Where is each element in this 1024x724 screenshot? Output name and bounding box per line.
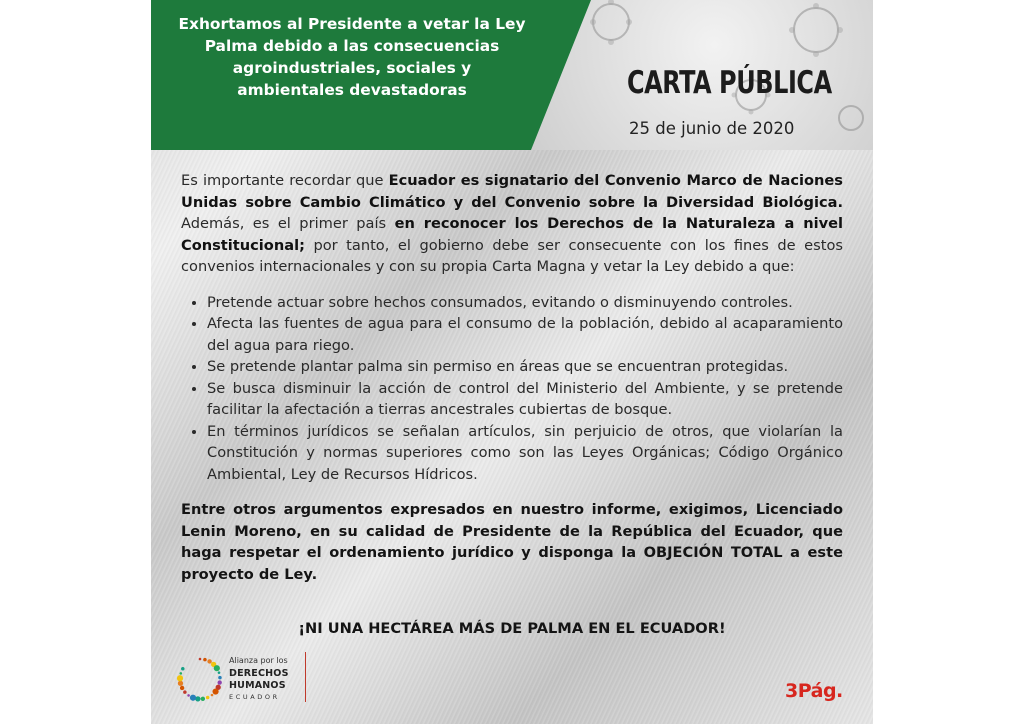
logo-dot — [177, 675, 183, 681]
logo-dot — [187, 694, 190, 697]
intro-text: Es importante recordar que — [181, 172, 389, 189]
list-item: • Se pretende plantar palma sin permiso en áreas que se encuentran protegidas. — [207, 356, 843, 378]
list-item: • En términos jurídicos se señalan artículos, sin perjuicio de otros, que violarían la Constitución y normas superiores como son las Leyes Orgánicas; Código Orgánico Ambiental, Ley de Recursos Hídricos. — [207, 421, 843, 486]
logo-dot — [181, 667, 185, 671]
logo-dot — [211, 694, 214, 697]
logo-dot — [199, 658, 202, 661]
list-item: • Afecta las fuentes de agua para el consumo de la población, debido al acaparamiento del agua para riego. — [207, 313, 843, 356]
letter-body — [181, 170, 843, 585]
slogan: ¡NI UNA HECTÁREA MÁS DE PALMA EN EL ECUADOR! — [298, 620, 726, 637]
public-letter-card — [151, 0, 873, 724]
alliance-logo — [173, 648, 333, 708]
letter-date: 25 de junio de 2020 — [629, 119, 795, 138]
logo-dot — [218, 671, 221, 674]
logo-dot — [214, 665, 220, 671]
logo-dot — [203, 658, 207, 662]
divider — [305, 652, 306, 702]
intro-text: Además, es el primer país — [181, 215, 395, 232]
logo-dot — [218, 676, 222, 680]
logo-tagline: Alianza por los — [229, 656, 288, 665]
headline-line: Exhortamos al Presidente a vetar la Ley — [178, 15, 526, 33]
closing-paragraph: Entre otros argumentos expresados en nuestro informe, exigimos, Licenciado Lenin Moreno, en su calidad de Presidente de la República del Ecuador, que haga respetar el ordenamiento jurídico y disponga la OBJECIÓN TOTAL a este proyecto de Ley. — [181, 501, 843, 583]
dots-ring-icon — [173, 652, 227, 706]
logo-dot — [178, 681, 183, 686]
page-indicator: 3Pág. — [785, 680, 843, 702]
logo-dot — [180, 686, 184, 690]
logo-dot — [212, 688, 218, 694]
reasons-list — [181, 292, 843, 486]
logo-dot — [206, 696, 210, 700]
logo-dot — [201, 697, 205, 701]
headline-line: Palma debido a las consecuencias — [204, 37, 500, 55]
intro-bold-text: en reconocer los Derechos de la Naturaleza a nivel Constitucional; — [181, 215, 843, 254]
list-item: • Se busca disminuir la acción de control del Ministerio del Ambiente, y se pretende facilitar la afectación a tierras ancestrales cubiertas de bosque. — [207, 378, 843, 421]
list-item: • Pretende actuar sobre hechos consumados, evitando o disminuyendo controles. — [207, 292, 843, 314]
intro-text: por tanto, el gobierno debe ser consecuente con los fines de estos convenios internacionales y con su propia Carta Magna y vetar la Ley debido a que: — [181, 236, 843, 275]
logo-dot — [190, 695, 196, 701]
logo-dot — [207, 659, 211, 663]
page-title: CARTA PÚBLICA — [627, 65, 832, 101]
intro-bold-text: Ecuador es signatario del Convenio Marco de Naciones Unidas sobre Cambio Climático y del Convenio sobre la Diversidad Biológica. — [181, 172, 843, 211]
logo-name-line: HUMANOS — [229, 680, 286, 691]
headline — [159, 13, 545, 101]
logo-country: ECUADOR — [229, 693, 280, 701]
intro-paragraph — [181, 170, 843, 278]
logo-dot — [217, 680, 221, 684]
headline-line: ambientales devastadoras — [237, 81, 467, 99]
headline-line: agroindustriales, sociales y — [232, 59, 472, 77]
logo-name-line: DERECHOS — [229, 668, 289, 679]
logo-dot — [183, 690, 187, 694]
logo-dot — [180, 672, 183, 675]
